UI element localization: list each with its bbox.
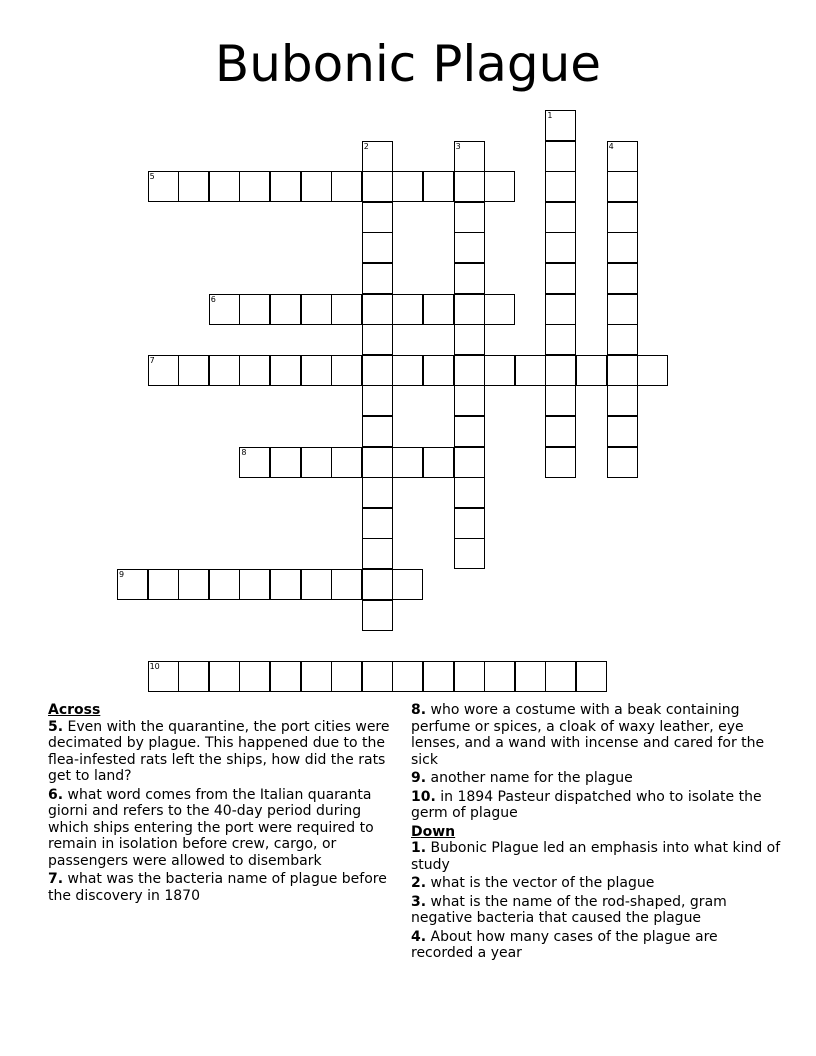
crossword-cell[interactable] <box>545 263 576 294</box>
crossword-cell[interactable] <box>362 661 393 692</box>
crossword-cell[interactable] <box>423 447 454 478</box>
crossword-cell[interactable] <box>545 171 576 202</box>
crossword-cell[interactable] <box>545 141 576 172</box>
crossword-cell[interactable] <box>545 294 576 325</box>
clue-text: Even with the quarantine, the port cities were decimated by plague. This happened due to the flea-infested rats left the ships, how did the rats get to land? <box>48 718 390 784</box>
down-clue <box>411 875 781 892</box>
crossword-cell[interactable] <box>209 661 240 692</box>
clue-number: 9. <box>411 770 427 786</box>
crossword-cell[interactable] <box>454 263 485 294</box>
clue-number: 7. <box>48 871 64 887</box>
crossword-cell[interactable] <box>331 294 362 325</box>
clue-text: About how many cases of the plague are recorded a year <box>411 928 718 961</box>
crossword-cell[interactable] <box>454 232 485 263</box>
crossword-cell[interactable] <box>362 600 393 631</box>
clue-number: 10. <box>411 788 436 805</box>
crossword-cell[interactable] <box>545 110 576 141</box>
crossword-cell[interactable] <box>148 569 179 600</box>
crossword-cell[interactable] <box>423 171 454 202</box>
crossword-cell[interactable] <box>239 447 270 478</box>
crossword-cell[interactable] <box>270 294 301 325</box>
down-clue <box>411 929 781 962</box>
clue-number: 3 <box>455 141 461 151</box>
crossword-cell[interactable] <box>178 355 209 386</box>
crossword-cell[interactable] <box>362 232 393 263</box>
crossword-cell[interactable] <box>239 661 270 692</box>
crossword-cell[interactable] <box>362 385 393 416</box>
clue-number: 4. <box>411 928 427 945</box>
crossword-cell[interactable] <box>392 171 423 202</box>
crossword-cell[interactable] <box>484 355 515 386</box>
crossword-cell[interactable] <box>484 171 515 202</box>
clue-text: what was the bacteria name of plague before the discovery in 1870 <box>48 871 387 904</box>
page-title: Bubonic Plague <box>214 35 602 93</box>
crossword-cell[interactable] <box>607 141 638 172</box>
crossword-cell[interactable] <box>392 661 423 692</box>
across-clue <box>411 789 781 822</box>
crossword-cell[interactable] <box>454 202 485 233</box>
down-clue <box>411 894 781 927</box>
crossword-cell[interactable] <box>362 538 393 569</box>
clue-number: 1. <box>411 840 427 856</box>
crossword-cell[interactable] <box>239 294 270 325</box>
crossword-cell[interactable] <box>209 171 240 202</box>
clue-number: 7 <box>149 355 155 365</box>
crossword-cell[interactable] <box>607 355 638 386</box>
crossword-cell[interactable] <box>301 294 332 325</box>
crossword-cell[interactable] <box>301 569 332 600</box>
crossword-cell[interactable] <box>392 355 423 386</box>
crossword-cell[interactable] <box>454 385 485 416</box>
clue-number: 1 <box>547 111 553 120</box>
clue-number: 9 <box>119 570 125 579</box>
clue-text: what is the name of the rod-shaped, gram negative bacteria that caused the plague <box>411 893 727 926</box>
across-clue <box>48 787 398 870</box>
crossword-cell[interactable] <box>545 232 576 263</box>
crossword-cell[interactable] <box>362 141 393 172</box>
crossword-cell[interactable] <box>239 171 270 202</box>
crossword-cell[interactable] <box>454 416 485 447</box>
crossword-cell[interactable] <box>607 171 638 202</box>
crossword-cell[interactable] <box>607 294 638 325</box>
crossword-cell[interactable] <box>607 263 638 294</box>
crossword-cell[interactable] <box>178 661 209 692</box>
crossword-cell[interactable] <box>515 355 546 386</box>
crossword-cell[interactable] <box>301 355 332 386</box>
clue-number: 4 <box>608 141 614 151</box>
crossword-cell[interactable] <box>331 171 362 202</box>
crossword-cell[interactable] <box>484 294 515 325</box>
crossword-cell[interactable] <box>454 355 485 386</box>
clue-number: 8 <box>241 447 247 457</box>
clue-number: 5. <box>48 718 64 735</box>
crossword-cell[interactable] <box>148 171 179 202</box>
clue-text: in 1894 Pasteur dispatched who to isolate the germ of plague <box>411 788 762 821</box>
crossword-cell[interactable] <box>576 355 607 386</box>
down-heading: Down <box>411 823 456 840</box>
crossword-cell[interactable] <box>392 294 423 325</box>
clue-text: who wore a costume with a beak containing perfume or spices, a cloak of waxy leather, eye lenses, and a wand with incense and cared for the sick <box>411 702 765 768</box>
crossword-cell[interactable] <box>362 508 393 539</box>
crossword-cell[interactable] <box>576 661 607 692</box>
clue-number: 8. <box>411 702 427 718</box>
crossword-cell[interactable] <box>484 661 515 692</box>
crossword-cell[interactable] <box>301 171 332 202</box>
crossword-cell[interactable] <box>637 355 668 386</box>
crossword-cell[interactable] <box>362 569 393 600</box>
crossword-cell[interactable] <box>423 294 454 325</box>
clue-number: 2. <box>411 875 427 891</box>
crossword-cell[interactable] <box>270 569 301 600</box>
crossword-cell[interactable] <box>178 171 209 202</box>
crossword-cell[interactable] <box>545 416 576 447</box>
crossword-cell[interactable] <box>454 661 485 692</box>
crossword-cell[interactable] <box>331 661 362 692</box>
crossword-cell[interactable] <box>515 661 546 692</box>
across-clue <box>48 719 398 785</box>
crossword-cell[interactable] <box>362 447 393 478</box>
clue-number: 5 <box>149 172 155 182</box>
crossword-cell[interactable] <box>209 294 240 325</box>
crossword-cell[interactable] <box>148 355 179 386</box>
across-clue <box>411 702 781 768</box>
crossword-cell[interactable] <box>331 447 362 478</box>
clue-number: 10 <box>149 661 160 671</box>
crossword-cell[interactable] <box>362 171 393 202</box>
crossword-cell[interactable] <box>454 294 485 325</box>
crossword-cell[interactable] <box>454 477 485 508</box>
crossword-cell[interactable] <box>454 538 485 569</box>
crossword-cell[interactable] <box>239 569 270 600</box>
crossword-cell[interactable] <box>331 355 362 386</box>
crossword-cell[interactable] <box>362 263 393 294</box>
crossword-cell[interactable] <box>301 661 332 692</box>
crossword-cell[interactable] <box>607 324 638 355</box>
clue-text: another name for the plague <box>426 770 633 786</box>
crossword-cell[interactable] <box>209 569 240 600</box>
crossword-cell[interactable] <box>545 385 576 416</box>
down-clue <box>411 840 781 873</box>
crossword-cell[interactable] <box>545 355 576 386</box>
crossword-cell[interactable] <box>148 661 179 692</box>
crossword-cell[interactable] <box>423 661 454 692</box>
crossword-cell[interactable] <box>270 661 301 692</box>
crossword-cell[interactable] <box>454 141 485 172</box>
crossword-cell[interactable] <box>607 416 638 447</box>
crossword-cell[interactable] <box>607 385 638 416</box>
crossword-cell[interactable] <box>362 477 393 508</box>
crossword-cell[interactable] <box>607 232 638 263</box>
crossword-cell[interactable] <box>454 324 485 355</box>
across-clue-list <box>48 719 398 905</box>
clue-number: 6. <box>48 786 64 803</box>
crossword-cell[interactable] <box>607 447 638 478</box>
crossword-cell[interactable] <box>178 569 209 600</box>
crossword-cell[interactable] <box>331 569 362 600</box>
crossword-cell[interactable] <box>239 355 270 386</box>
clue-text: what word comes from the Italian quaranta giorni and refers to the 40-day period during which ships entering the port were required to remain in isolation before crew, cargo, or passengers were allowed to disembark <box>48 786 374 869</box>
crossword-cell[interactable] <box>454 508 485 539</box>
clue-text: Bubonic Plague led an emphasis into what kind of study <box>411 840 781 873</box>
across-heading: Across <box>48 702 101 718</box>
crossword-cell[interactable] <box>545 447 576 478</box>
across-clue <box>48 871 398 904</box>
crossword-cell[interactable] <box>209 355 240 386</box>
crossword-cell[interactable] <box>362 324 393 355</box>
crossword-cell[interactable] <box>545 202 576 233</box>
crossword-cell[interactable] <box>362 202 393 233</box>
clue-number: 3. <box>411 893 427 910</box>
crossword-cell[interactable] <box>607 202 638 233</box>
crossword-cell[interactable] <box>362 416 393 447</box>
crossword-cell[interactable] <box>270 355 301 386</box>
crossword-cell[interactable] <box>270 447 301 478</box>
crossword-cell[interactable] <box>301 447 332 478</box>
clue-number: 6 <box>210 294 216 304</box>
crossword-cell[interactable] <box>117 569 148 600</box>
crossword-cell[interactable] <box>392 447 423 478</box>
crossword-cell[interactable] <box>545 661 576 692</box>
clues-right-column <box>411 702 781 964</box>
clues-left-column <box>48 702 398 906</box>
crossword-cell[interactable] <box>545 324 576 355</box>
across-clue-list-continued <box>411 702 781 822</box>
crossword-cell[interactable] <box>454 171 485 202</box>
crossword-cell[interactable] <box>362 355 393 386</box>
crossword-cell[interactable] <box>270 171 301 202</box>
clue-number: 2 <box>363 141 369 151</box>
across-clue <box>411 770 781 787</box>
crossword-cell[interactable] <box>362 294 393 325</box>
crossword-cell[interactable] <box>392 569 423 600</box>
crossword-cell[interactable] <box>423 355 454 386</box>
clue-text: what is the vector of the plague <box>426 875 655 891</box>
down-clue-list <box>411 840 781 962</box>
crossword-cell[interactable] <box>454 447 485 478</box>
